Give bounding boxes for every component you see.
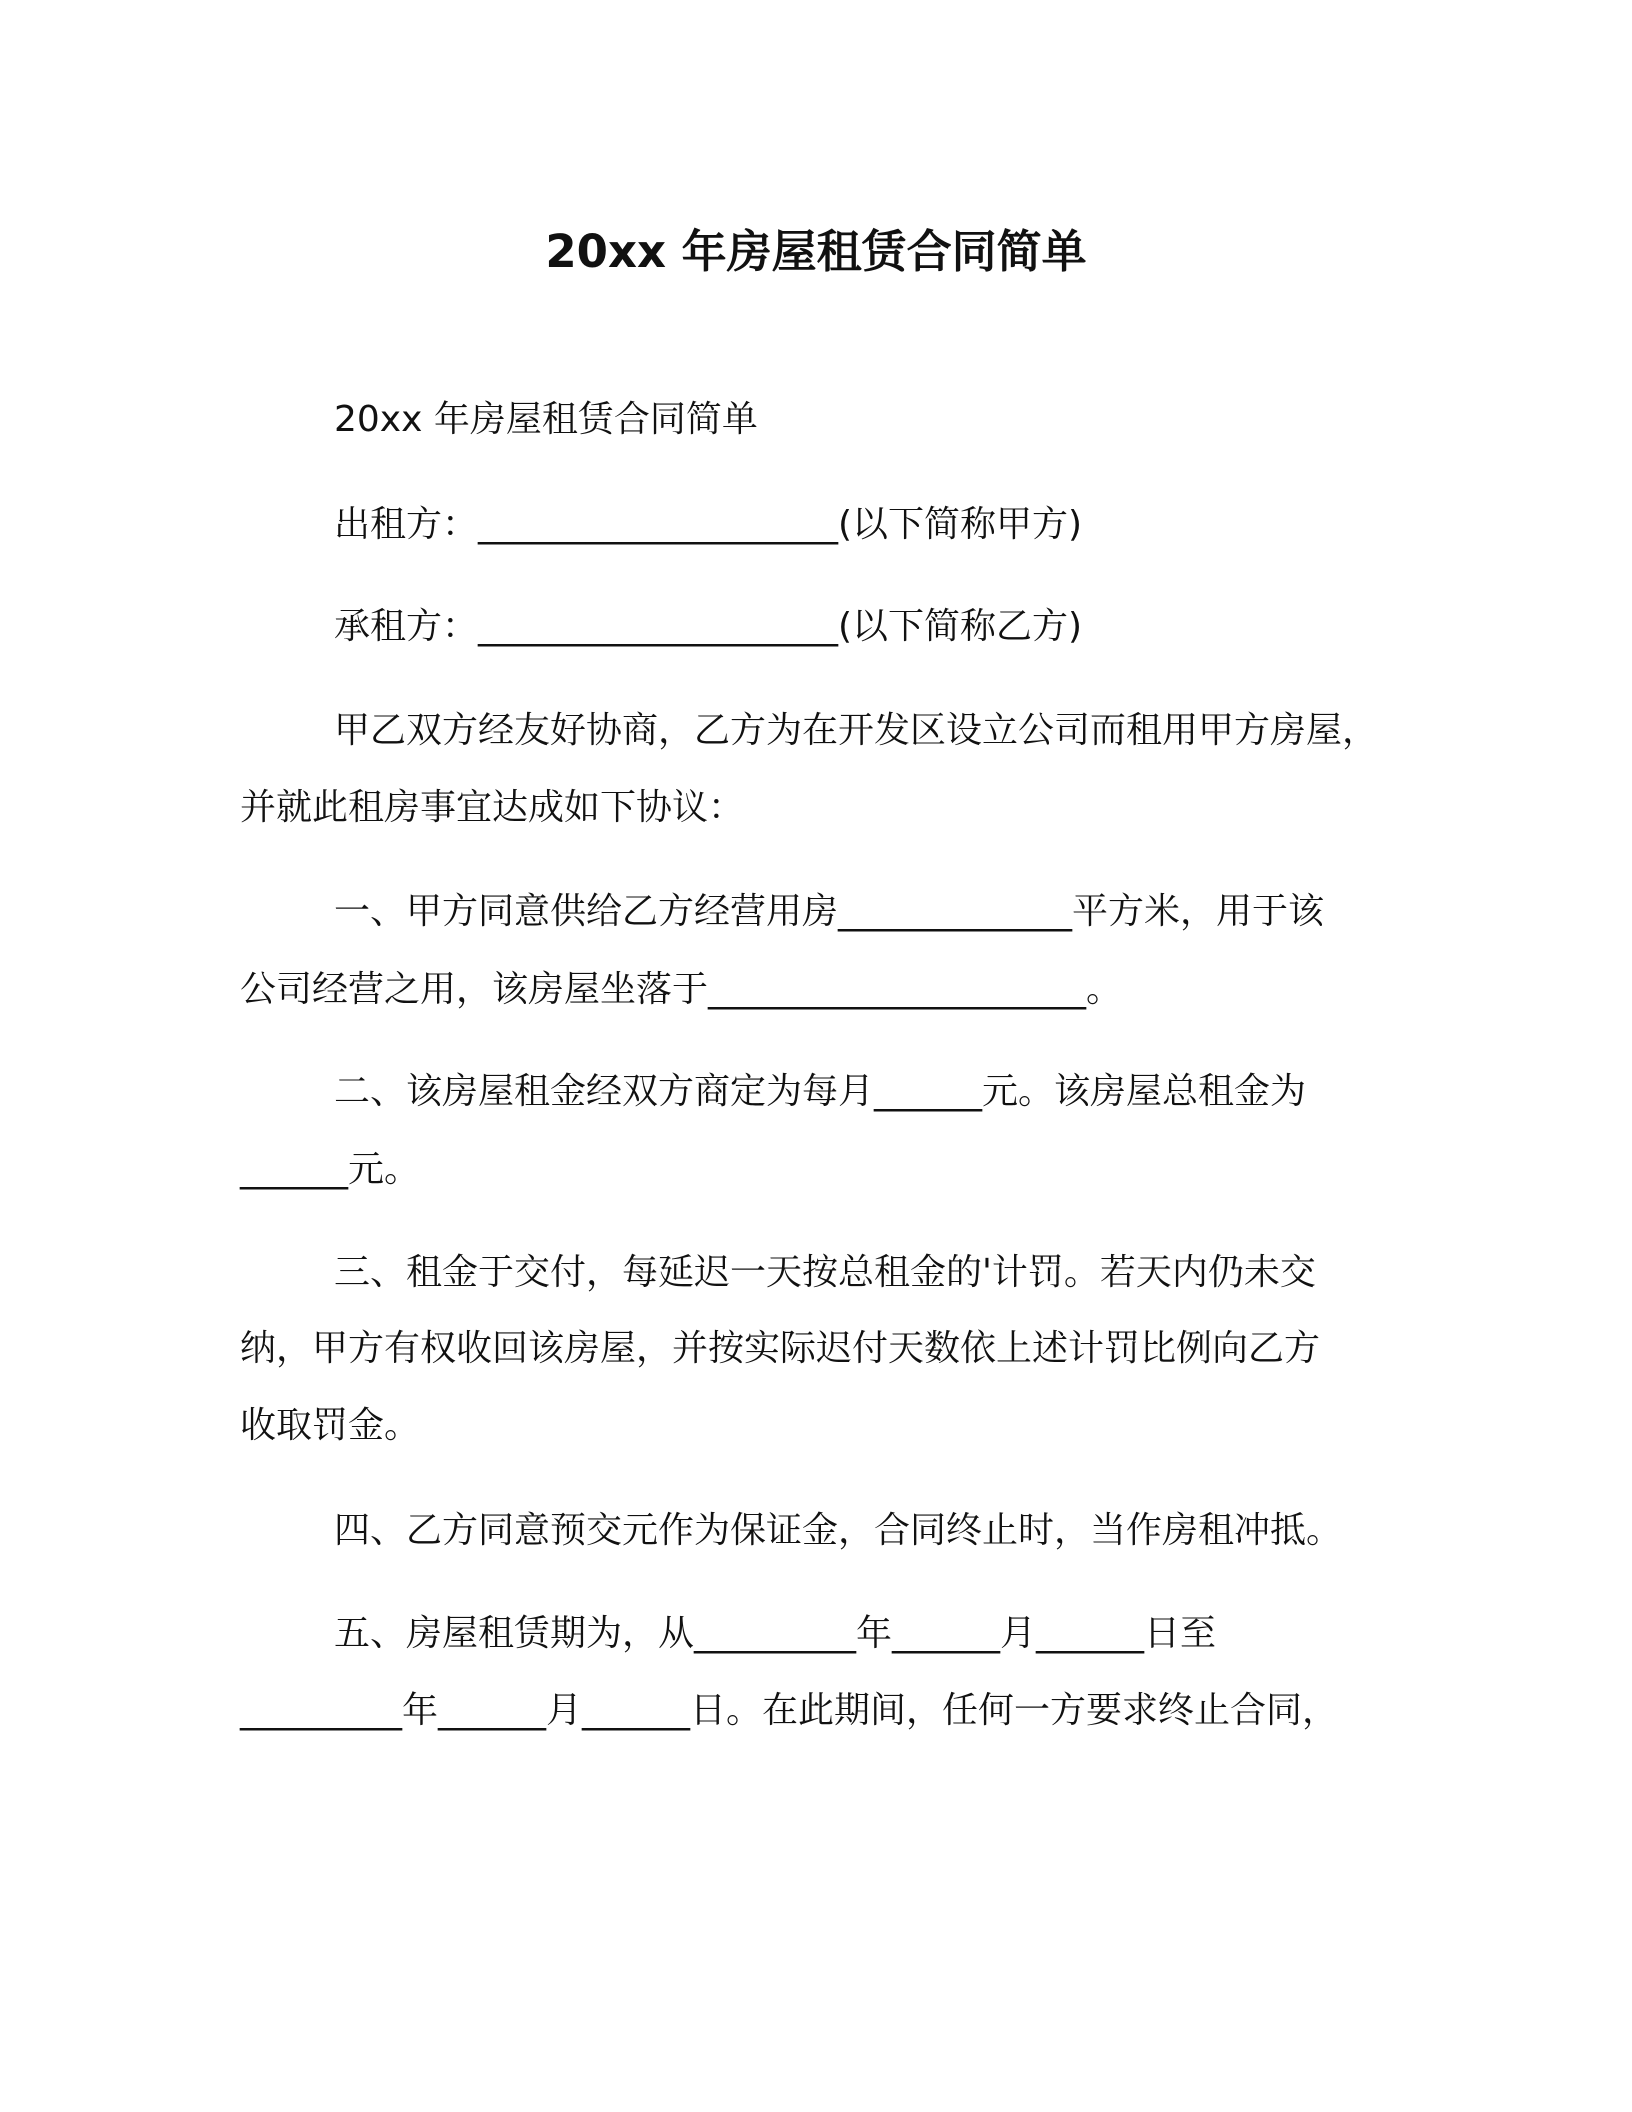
lessor-line: 出租方：____________________(以下简称甲方): [334, 504, 1083, 545]
paragraph-intro-line-1: 甲乙双方经友好协商，乙方为在开发区设立公司而租用甲方房屋，: [334, 710, 1379, 751]
clause-2-line-2: ______元。: [240, 1149, 421, 1190]
document-title: 20xx 年房屋租赁合同简单: [545, 225, 1087, 278]
clause-2-line-1: 二、该房屋租金经双方商定为每月______元。该房屋总租金为: [334, 1071, 1307, 1112]
clause-5-line-2: _________年______月______日。在此期间，任何一方要求终止合同，: [240, 1690, 1339, 1731]
lessee-line: 承租方：____________________(以下简称乙方): [334, 606, 1083, 647]
clause-5-line-1: 五、房屋租赁期为，从_________年______月______日至: [334, 1613, 1217, 1654]
clause-4-line-1: 四、乙方同意预交元作为保证金，合同终止时，当作房租冲抵。: [334, 1510, 1343, 1551]
clause-1-line-1: 一、甲方同意供给乙方经营用房_____________平方米，用于该: [334, 891, 1325, 932]
paragraph-intro-line-2: 并就此租房事宜达成如下协议：: [240, 787, 745, 828]
document-subtitle: 20xx 年房屋租赁合同简单: [334, 399, 758, 440]
clause-1-line-2: 公司经营之用，该房屋坐落于_____________________。: [240, 969, 1123, 1010]
clause-3-line-1: 三、租金于交付，每延迟一天按总租金的'计罚。若天内仍未交: [334, 1252, 1316, 1293]
clause-3-line-3: 收取罚金。: [240, 1405, 421, 1446]
clause-3-line-2: 纳，甲方有权收回该房屋，并按实际迟付天数依上述计罚比例向乙方: [240, 1328, 1321, 1369]
